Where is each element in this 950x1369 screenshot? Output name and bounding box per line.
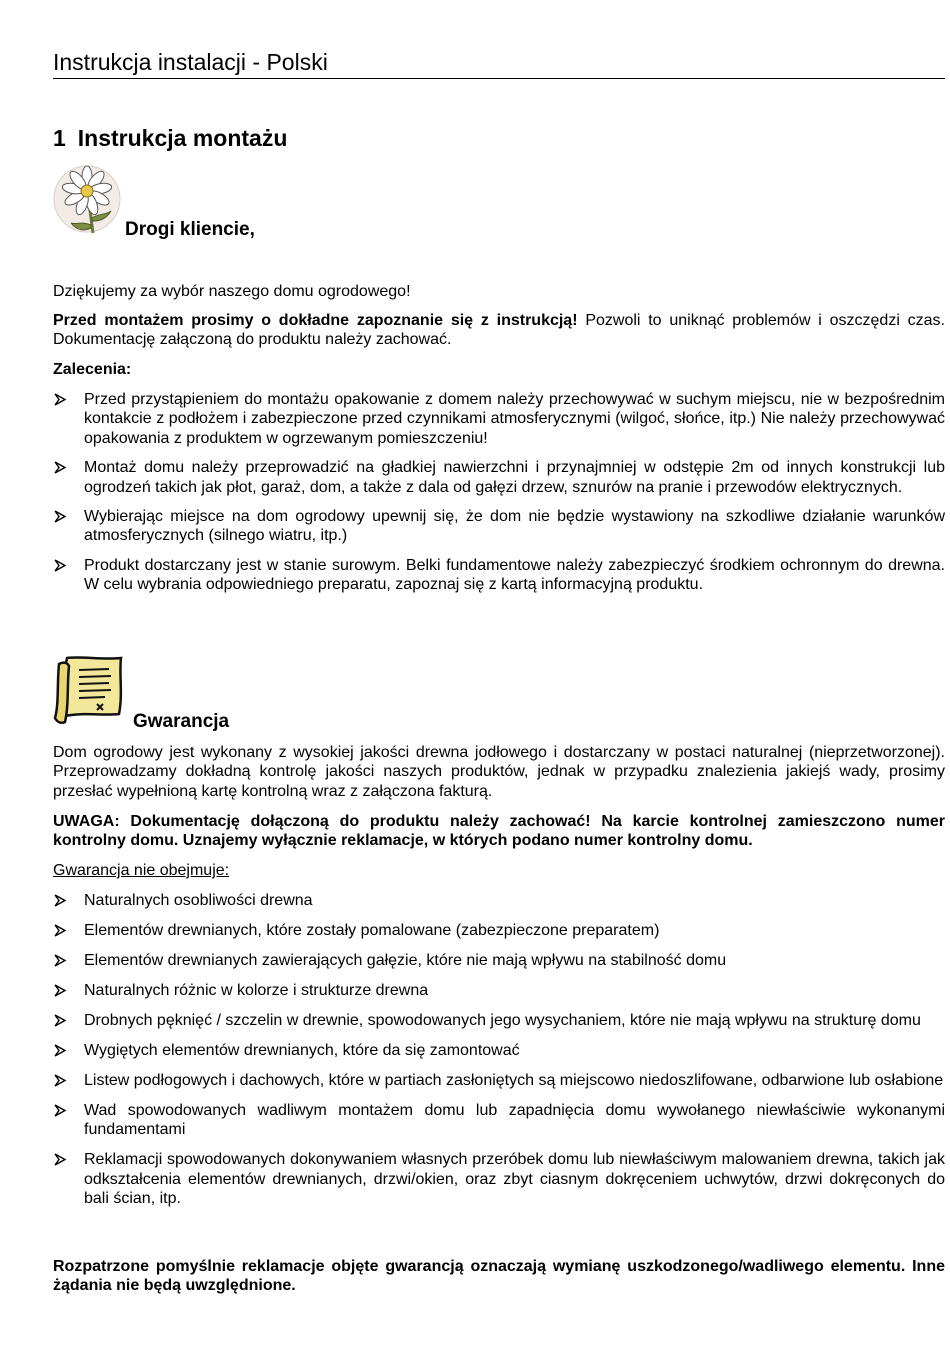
header-title: Instrukcja instalacji - Polski xyxy=(53,49,328,75)
warranty-intro: Dom ogrodowy jest wykonany z wysokiej jakości drewna jodłowego i dostarczany w postaci naturalnej (nieprzetworzonej). Przeprowadzamy dokładną kontrolę jakości naszych produktów, jednak w przypadku znalezienia jakiejś wady, prosimy przesłać wypełnioną kartę kontrolną wraz z załączona fakturą. xyxy=(53,744,945,800)
list-item: Przed przystąpieniem do montażu opakowanie z domem należy przechowywać w suchym miejscu, nie w bezpośrednim kontakcie z podłożem i zabezpieczone przed czynnikami atmosferycznymi (wilgoć, słońce, itp.) Nie należy przechowywać opakowania z produktem w ogrzewanym pomieszczeniu! xyxy=(53,390,945,448)
list-item: Elementów drewnianych zawierających gałęzie, które nie mają wpływu na stabilność domu xyxy=(53,951,945,970)
arrow-bullet-icon xyxy=(53,390,67,409)
list-item: Wybierając miejsce na dom ogrodowy upewnij się, że dom nie będzie wystawiony na szkodliwe działanie warunków atmosferycznych (silnego wiatru, itp.) xyxy=(53,507,945,546)
list-item: Wygiętych elementów drewnianych, które da się zamontować xyxy=(53,1041,945,1060)
excludes-label: Gwarancja nie obejmuje: xyxy=(53,862,230,879)
recommendations-label: Zalecenia: xyxy=(53,361,132,378)
list-item: Wad spowodowanych wadliwym montażem domu lub zapadnięcia domu wywołanego niewłaściwie wykonanymi fundamentami xyxy=(53,1101,945,1140)
list-item: Drobnych pęknięć / szczelin w drewnie, spowodowanych jego wysychaniem, które nie mają wpływu na strukturę domu xyxy=(53,1011,945,1030)
document-scroll-icon xyxy=(53,654,129,728)
list-item: Elementów drewnianych, które zostały pomalowane (zabezpieczone preparatem) xyxy=(53,921,945,940)
list-item: Naturalnych różnic w kolorze i strukturze drewna xyxy=(53,981,945,1000)
arrow-bullet-icon xyxy=(53,507,67,526)
list-item: Naturalnych osobliwości drewna xyxy=(53,891,945,910)
intro-paragraph xyxy=(53,311,945,350)
list-item: Produkt dostarczany jest w stanie surowym. Belki fundamentowe należy zabezpieczyć środkiem ochronnym do drewna. W celu wybrania odpowiedniego preparatu, zapoznaj się z kartą informacyjną produktu. xyxy=(53,556,945,595)
arrow-bullet-icon xyxy=(53,981,67,1000)
greeting-heading: Drogi kliencie, xyxy=(125,219,255,240)
thanks-paragraph: Dziękujemy za wybór naszego domu ogrodowego! xyxy=(53,283,411,300)
arrow-bullet-icon xyxy=(53,1150,67,1169)
arrow-bullet-icon xyxy=(53,951,67,970)
arrow-bullet-icon xyxy=(53,556,67,575)
intro-bold-text: Przed montażem prosimy o dokładne zapoznanie się z instrukcją! xyxy=(53,312,578,329)
page-header xyxy=(53,48,945,79)
arrow-bullet-icon xyxy=(53,1011,67,1030)
closing-paragraph: Rozpatrzone pomyślnie reklamacje objęte gwarancją oznaczają wymianę uszkodzonego/wadliwego elementu. Inne żądania nie będą uwzględnione. xyxy=(53,1258,945,1295)
intro-rest-text: Pozwoli to uniknąć problemów i oszczędzi czas. Dokumentację załączoną do produktu należy zachować. xyxy=(53,312,945,349)
section-number: 1 xyxy=(53,125,66,151)
excludes-list xyxy=(53,891,945,1209)
arrow-bullet-icon xyxy=(53,891,67,910)
section-title: Instrukcja montażu xyxy=(77,125,288,151)
arrow-bullet-icon xyxy=(53,1041,67,1060)
arrow-bullet-icon xyxy=(53,921,67,940)
recommendations-list xyxy=(53,390,945,595)
warranty-heading: Gwarancja xyxy=(133,711,230,732)
daisy-flower-icon xyxy=(53,163,123,235)
list-item: Montaż domu należy przeprowadzić na gładkiej nawierzchni i przynajmniej w odstępie 2m od innych konstrukcji lub ogrodzeń takich jak płot, garaż, dom, a także z dala od gałęzi drzew, sznurów na pranie i przewodów elektrycznych. xyxy=(53,458,945,497)
list-item: Listew podłogowych i dachowych, które w partiach zasłoniętych są miejscowo niedoszlifowane, odbarwione lub osłabione xyxy=(53,1071,945,1090)
arrow-bullet-icon xyxy=(53,1101,67,1120)
arrow-bullet-icon xyxy=(53,1071,67,1090)
arrow-bullet-icon xyxy=(53,458,67,477)
warranty-notice: UWAGA: Dokumentację dołączoną do produktu należy zachować! Na karcie kontrolnej zamieszczono numer kontrolny domu. Uznajemy wyłącznie reklamacje, w których podano numer kontrolny domu. xyxy=(53,813,945,850)
section-heading xyxy=(53,125,287,152)
list-item: Reklamacji spowodowanych dokonywaniem własnych przeróbek domu lub niewłaściwym malowaniem drewna, takich jak odkształcenia elementów drewnianych, drzwi/okien, oraz zbyt ciasnym dokręceniem uchwytów, drzwi dokręconych do bali ścian, itp. xyxy=(53,1150,945,1208)
